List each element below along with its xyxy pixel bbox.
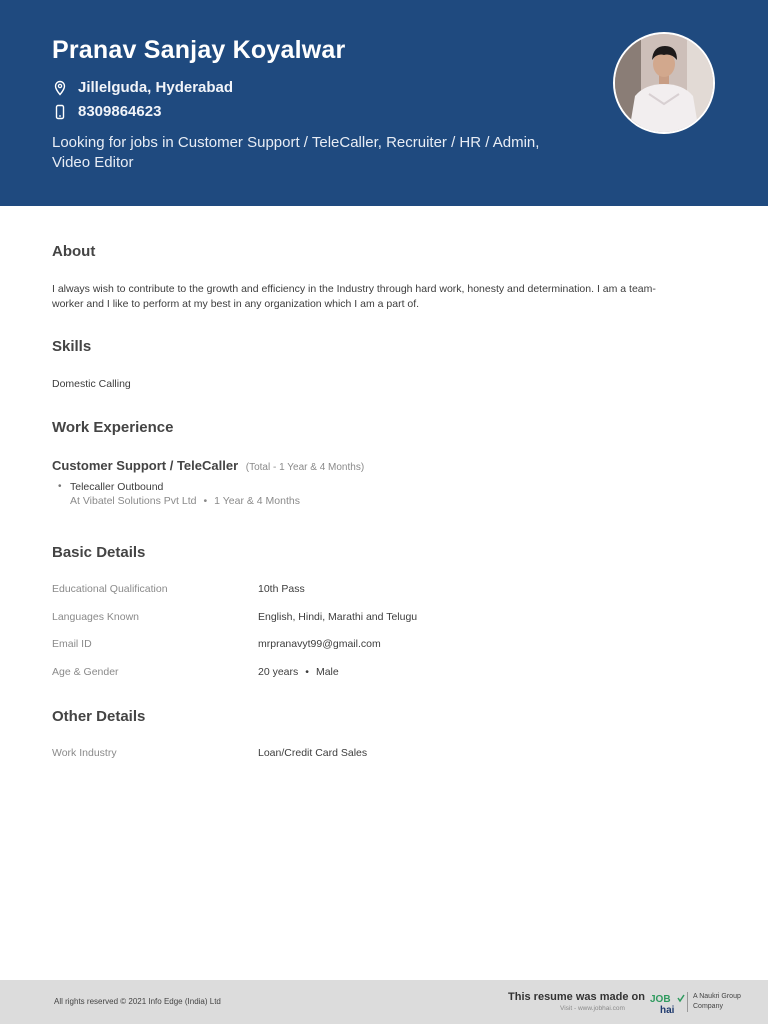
- job-title: [52, 458, 364, 473]
- visit-link[interactable]: Visit - www.jobhai.com: [560, 1005, 625, 1012]
- detail-value: English, Hindi, Marathi and Telugu: [258, 611, 418, 623]
- page-footer: [0, 980, 768, 1024]
- age-value: 20 years: [258, 666, 299, 678]
- detail-label: Email ID: [52, 638, 92, 650]
- profile-photo-illustration: [615, 34, 713, 132]
- bullet-marker: •: [58, 481, 62, 492]
- work-experience-heading: Work Experience: [52, 419, 174, 436]
- job-duration: 1 Year & 4 Months: [214, 495, 300, 507]
- logo-bottom-text: hai: [660, 1005, 675, 1014]
- job-preferences-line-2: Video Editor: [52, 154, 134, 171]
- jobhai-logo[interactable]: [650, 992, 686, 1014]
- job-preferences: [52, 133, 592, 173]
- profile-photo: [613, 32, 715, 134]
- job-preferences-line-1: Looking for jobs in Customer Support / TeleCaller, Recruiter / HR / Admin,: [52, 134, 540, 151]
- detail-label: Languages Known: [52, 611, 139, 623]
- other-details-heading: Other Details: [52, 708, 146, 725]
- group-company-line-1: A Naukri Group: [693, 993, 741, 1000]
- job-company-line: [70, 495, 300, 507]
- location-row: [52, 79, 233, 96]
- logo-top-text: JOB: [650, 994, 671, 1005]
- location-text: Jillelguda, Hyderabad: [78, 79, 234, 96]
- separator-dot: •: [305, 666, 309, 678]
- gender-value: Male: [315, 666, 339, 678]
- skill-item: Domestic Calling: [52, 378, 131, 390]
- detail-value: 10th Pass: [258, 583, 305, 595]
- group-company-note: [693, 992, 753, 1012]
- profile-header: [0, 0, 768, 206]
- age-gender-value: [258, 666, 339, 678]
- company-name: At Vibatel Solutions Pvt Ltd: [70, 495, 197, 507]
- logo-divider: [687, 992, 688, 1012]
- about-text-line-2: worker and I like to perform at my best in any organization which I am a part of.: [52, 298, 420, 310]
- about-text: [52, 282, 656, 312]
- email-value[interactable]: mrpranavyt99@gmail.com: [258, 638, 381, 650]
- job-role: Telecaller Outbound: [70, 481, 164, 493]
- phone-row: [52, 103, 161, 120]
- copyright-text: All rights reserved © 2021 Info Edge (India) Ltd: [54, 997, 221, 1006]
- basic-details-heading: Basic Details: [52, 544, 146, 561]
- detail-label: Educational Qualification: [52, 583, 168, 595]
- job-title-text: Customer Support / TeleCaller: [52, 458, 239, 473]
- mobile-phone-icon: [52, 104, 68, 120]
- detail-label: Work Industry: [52, 747, 117, 759]
- map-pin-icon: [52, 80, 68, 96]
- separator-dot: •: [203, 495, 208, 507]
- about-heading: About: [52, 243, 96, 260]
- phone-text[interactable]: 8309864623: [78, 103, 162, 120]
- job-total-duration: (Total - 1 Year & 4 Months): [245, 462, 365, 473]
- detail-value: Loan/Credit Card Sales: [258, 747, 368, 759]
- made-on-text: This resume was made on: [508, 991, 645, 1003]
- detail-label: Age & Gender: [52, 666, 119, 678]
- skills-heading: Skills: [52, 338, 92, 355]
- about-text-line-1: I always wish to contribute to the growth and efficiency in the Industry through hard work, honesty and determination. I am a team-: [52, 283, 656, 295]
- candidate-name: Pranav Sanjay Koyalwar: [52, 36, 346, 64]
- group-company-line-2: Company: [693, 1003, 723, 1010]
